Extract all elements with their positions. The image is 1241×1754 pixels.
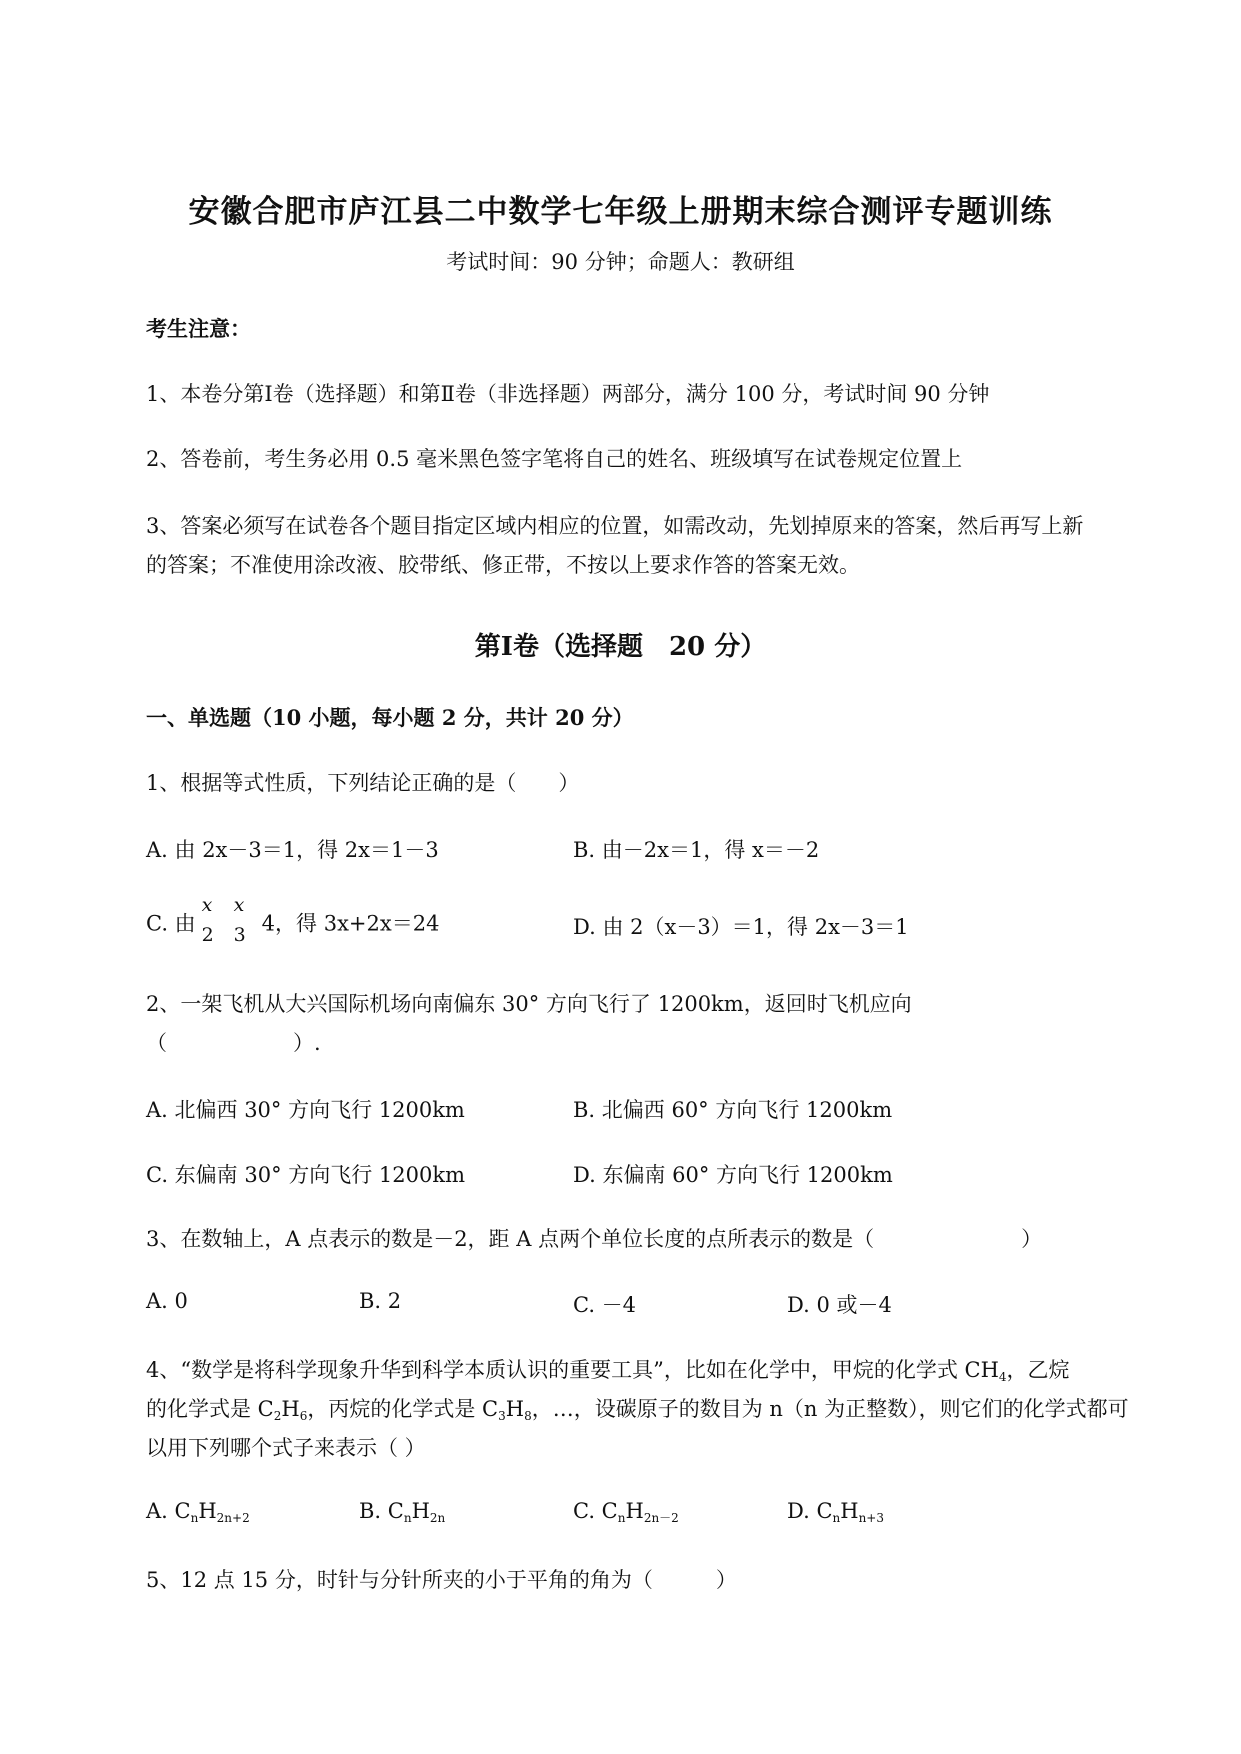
question-4-option-b [359, 1499, 445, 1525]
question-1-option-c [146, 894, 440, 950]
question-4-option-a [146, 1499, 250, 1525]
question-4-line2 [146, 1393, 1129, 1423]
option-subscript: n+3 [858, 1511, 884, 1525]
q4-line1-text: 4、“数学是将科学现象升华到科学本质认识的重要工具”，比如在化学中，甲烷的化学式 CH [146, 1358, 999, 1382]
question-1-stem: 1、根据等式性质，下列结论正确的是（ ） [146, 771, 580, 795]
question-2-option-c: C. 东偏南 30° 方向飞行 1200km [146, 1163, 465, 1187]
fraction-2-denominator: 3 [233, 924, 246, 946]
question-4-option-c [573, 1499, 679, 1526]
question-2-option-a: A. 北偏西 30° 方向飞行 1200km [146, 1098, 465, 1122]
question-3-option-a: A. 0 [146, 1289, 188, 1313]
q4-subscript: 6 [299, 1409, 308, 1423]
question-1-option-a: A. 由 2x－3＝1，得 2x＝1－3 [146, 838, 439, 862]
q4-line2-text: ，丙烷的化学式是 C [307, 1397, 499, 1421]
question-2-option-b: B. 北偏西 60° 方向飞行 1200km [573, 1098, 893, 1122]
option-text: B. C [359, 1499, 404, 1523]
option-subscript: 2n+2 [216, 1511, 250, 1525]
question-2-stem-line1: 2、一架飞机从大兴国际机场向南偏东 30° 方向飞行了 1200km，返回时飞机应向 [146, 992, 912, 1016]
fraction-expression [196, 894, 262, 950]
option-text: H [625, 1499, 644, 1523]
fraction-1-denominator: 2 [201, 924, 214, 946]
option-c-suffix: 4，得 3x+2x＝24 [261, 911, 440, 936]
q4-line2-text: 的化学式是 C [146, 1397, 274, 1421]
option-subscript: n [832, 1511, 841, 1525]
notice-item-1: 1、本卷分第Ⅰ卷（选择题）和第Ⅱ卷（非选择题）两部分，满分 100 分，考试时间 90 分钟 [146, 382, 990, 406]
question-3-option-c: C. －4 [573, 1293, 637, 1317]
option-subscript: n [403, 1511, 412, 1525]
fraction-1-numerator: x [201, 894, 213, 916]
notice-heading: 考生注意： [146, 316, 251, 341]
q4-line1-tail: ，乙烷 [1006, 1358, 1070, 1382]
notice-item-3-line2: 的答案；不准使用涂改液、胶带纸、修正带，不按以上要求作答的答案无效。 [146, 553, 860, 577]
q4-line2-text: H [281, 1397, 300, 1421]
notice-item-3-line1: 3、答案必须写在试卷各个题目指定区域内相应的位置，如需改动，先划掉原来的答案，然后再写上新 [146, 514, 1084, 538]
question-5-stem: 5、12 点 15 分，时针与分针所夹的小于平角的角为（ ） [146, 1568, 737, 1592]
q4-subscript: 3 [498, 1409, 506, 1423]
option-subscript: 2n [429, 1511, 446, 1525]
option-text: A. C [146, 1499, 191, 1523]
page-title: 安徽合肥市庐江县二中数学七年级上册期末综合测评专题训练 [188, 194, 1053, 230]
q4-line2-text: H [505, 1397, 525, 1421]
option-text: H [840, 1499, 859, 1523]
section-heading: 一、单选题（10 小题，每小题 2 分，共计 20 分） [146, 705, 634, 730]
option-subscript: n [617, 1511, 626, 1525]
option-subscript: n [190, 1511, 199, 1525]
option-text: H [411, 1499, 430, 1523]
option-text: H [198, 1499, 217, 1523]
option-c-prefix: C. 由 [146, 911, 196, 936]
question-3-option-b: B. 2 [359, 1289, 402, 1313]
fraction-2-numerator: x [233, 894, 245, 916]
question-4-option-d [787, 1499, 884, 1525]
question-3-option-d: D. 0 或－4 [787, 1293, 892, 1317]
q4-subscript: 4 [998, 1370, 1007, 1384]
question-2-option-d: D. 东偏南 60° 方向飞行 1200km [573, 1163, 893, 1187]
q4-subscript: 2 [273, 1409, 282, 1423]
option-text: D. C [787, 1499, 833, 1523]
q4-subscript: 8 [524, 1409, 532, 1423]
notice-item-2: 2、答卷前，考生务必用 0.5 毫米黑色签字笔将自己的姓名、班级填写在试卷规定位置上 [146, 447, 963, 471]
question-4-line3: 以用下列哪个式子来表示（ ） [146, 1436, 426, 1460]
question-2-stem-line2: （ ）. [146, 1031, 321, 1055]
question-1-option-b: B. 由－2x＝1，得 x＝－2 [573, 838, 820, 862]
option-text: C. C [573, 1499, 618, 1523]
exam-info: 考试时间：90 分钟；命题人：教研组 [446, 250, 795, 274]
q4-line2-text: ，…，设碳原子的数目为 n（n 为正整数），则它们的化学式都可 [531, 1397, 1129, 1421]
option-subscript: 2n－2 [643, 1511, 679, 1525]
part-title: 第Ⅰ卷（选择题 20 分） [474, 632, 767, 662]
question-1-option-d: D. 由 2（x－3）＝1，得 2x－3＝1 [573, 915, 909, 939]
question-3-stem: 3、在数轴上，A 点表示的数是－2，距 A 点两个单位长度的点所表示的数是（ ） [146, 1227, 1043, 1251]
question-4-line1 [146, 1354, 1070, 1384]
